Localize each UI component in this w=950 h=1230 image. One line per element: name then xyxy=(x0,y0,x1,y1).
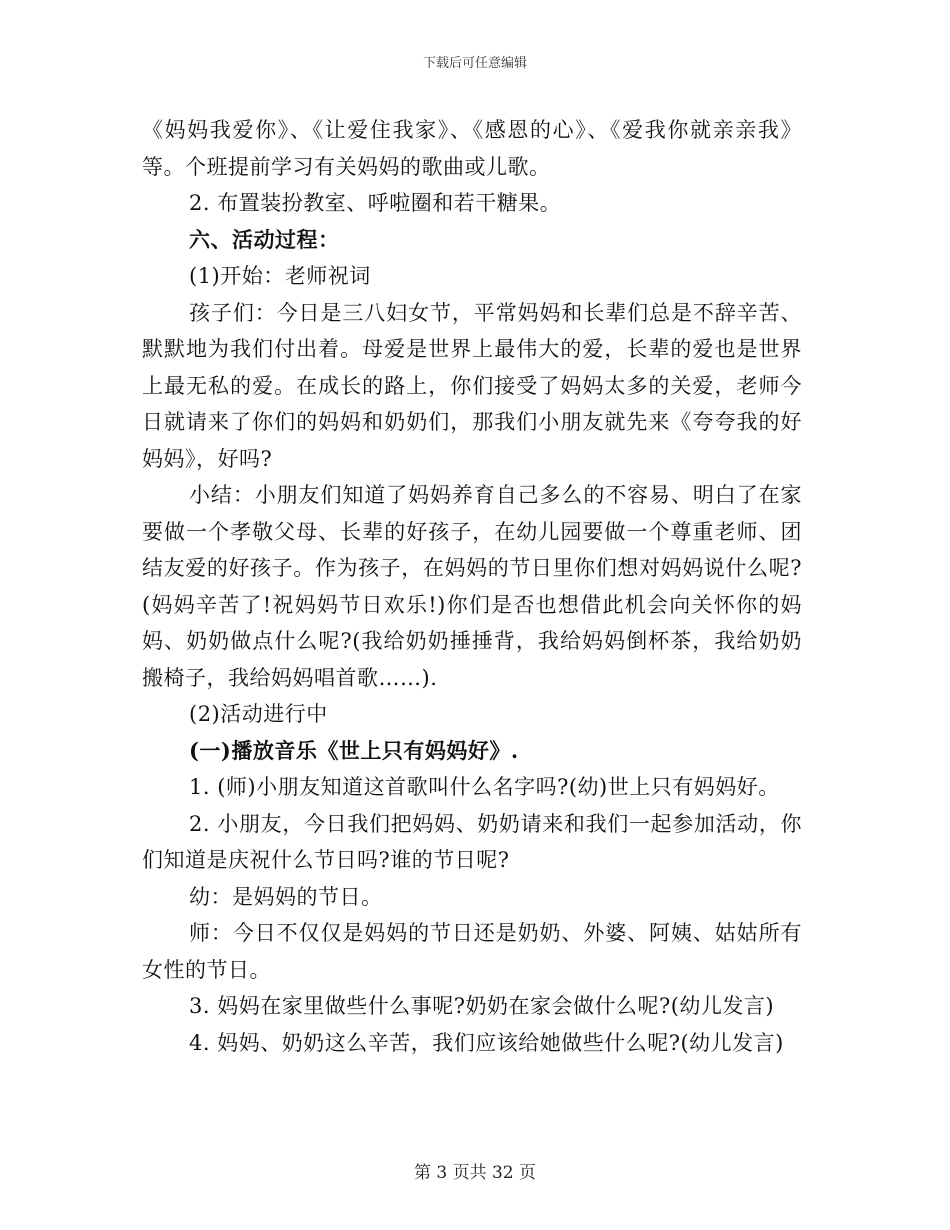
paragraph-7: (2)活动进行中 xyxy=(189,702,328,726)
document-body xyxy=(142,112,802,1061)
paragraph-4: (1)开始：老师祝词 xyxy=(189,264,371,288)
paragraph-11: 幼：是妈妈的节日。 xyxy=(189,884,383,909)
paragraph-14: 4. 妈妈、奶奶这么辛苦，我们应该给她做些什么呢?(幼儿发言) xyxy=(189,1030,784,1055)
page-header: 下载后可任意编辑 xyxy=(422,56,527,71)
subheading-play-music: (一)播放音乐《世上只有妈妈好》. xyxy=(189,737,519,763)
paragraph-10: 2. 小朋友，今日我们把妈妈、奶奶请来和我们一起参加活动，你们知道是庆祝什么节日吗?谁的节日呢? xyxy=(142,811,802,872)
paragraph-2: 2. 布置装扮教室、呼啦圈和若干糖果。 xyxy=(189,191,562,215)
page-footer: 第 3 页共 32 页 xyxy=(413,1163,537,1183)
paragraph-12: 师：今日不仅仅是妈妈的节日还是奶奶、外婆、阿姨、姑姑所有女性的节日。 xyxy=(142,921,802,982)
paragraph-1: 《妈妈我爱你》、《让爱住我家》、《感恩的心》、《爱我你就亲亲我》等。个班提前学习有关妈妈的歌曲或儿歌。 xyxy=(142,118,802,179)
paragraph-13: 3. 妈妈在家里做些什么事呢?奶奶在家会做什么呢?(幼儿发言) xyxy=(189,994,775,1018)
paragraph-5: 孩子们：今日是三八妇女节，平常妈妈和长辈们总是不辞辛苦、默默地为我们付出着。母爱是世界上最伟大的爱，长辈的爱也是世界上最无私的爱。在成长的路上，你们接受了妈妈太多的关爱，老师今日就请来了你们的妈妈和奶奶们，那我们小朋友就先来《夸夸我的好妈妈》，好吗? xyxy=(142,300,802,471)
section-heading-activity-process: 六、活动过程： xyxy=(189,226,340,252)
paragraph-6: 小结：小朋友们知道了妈妈养育自己多么的不容易、明白了在家要做一个孝敬父母、长辈的好孩子，在幼儿园要做一个尊重老师、团结友爱的好孩子。作为孩子，在妈妈的节日里你们想对妈妈说什么呢?(妈妈辛苦了!祝妈妈节日欢乐!)你们是否也想借此机会向关怀你的妈妈、奶奶做点什么呢?(我给奶奶捶捶背，我给妈妈倒杯茶，我给奶奶搬椅子，我给妈妈唱首歌……). xyxy=(142,483,802,690)
paragraph-9: 1. (师)小朋友知道这首歌叫什么名字吗?(幼)世上只有妈妈好。 xyxy=(189,775,780,799)
